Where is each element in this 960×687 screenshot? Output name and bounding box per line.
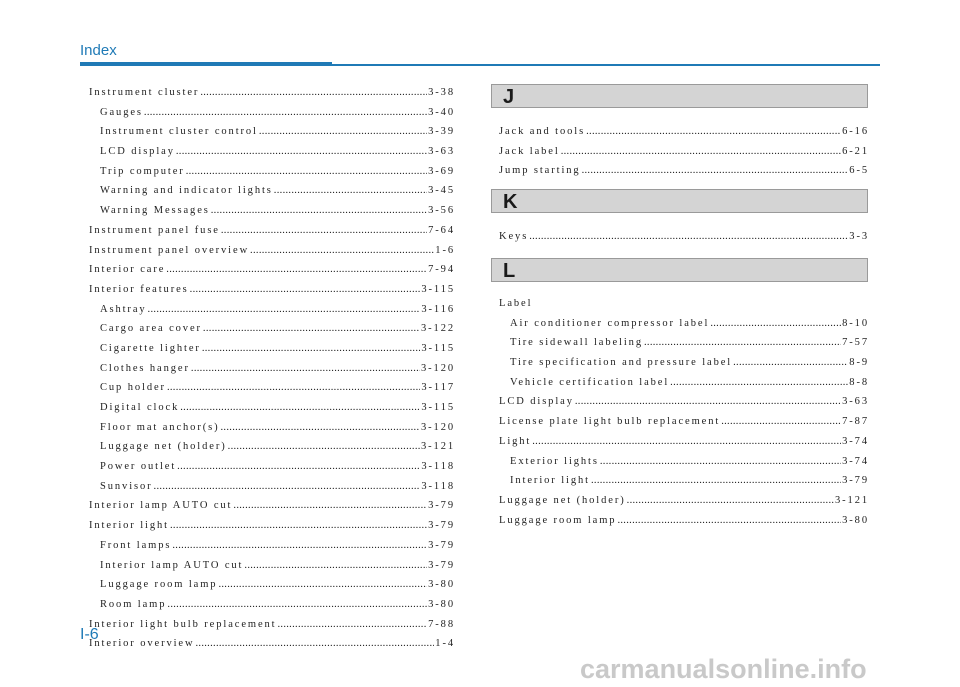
index-entry bbox=[499, 161, 869, 181]
entry-label: Clothes hanger bbox=[100, 362, 190, 374]
entry-page-ref: 3-116 bbox=[421, 303, 455, 315]
index-entry bbox=[89, 634, 455, 654]
index-subentry bbox=[89, 575, 455, 595]
dot-leader bbox=[202, 339, 421, 359]
dot-leader bbox=[176, 142, 427, 162]
entry-page-ref: 3-79 bbox=[428, 539, 455, 551]
entry-page-ref: 1-6 bbox=[435, 244, 455, 256]
entry-label: Vehicle certification label bbox=[510, 376, 670, 388]
index-entry bbox=[89, 241, 455, 261]
entry-label: Interior lamp AUTO cut bbox=[100, 559, 244, 571]
index-entry bbox=[499, 294, 869, 314]
index-column-left bbox=[89, 83, 455, 654]
entry-label: Label bbox=[499, 298, 533, 309]
section-entry-list bbox=[499, 294, 869, 530]
dot-leader bbox=[172, 536, 427, 556]
dot-leader bbox=[190, 280, 421, 300]
entry-page-ref: 3-69 bbox=[428, 165, 455, 177]
entry-label: Luggage room lamp bbox=[100, 579, 218, 591]
dot-leader bbox=[644, 333, 841, 353]
index-subentry bbox=[89, 595, 455, 615]
entry-page-ref: 3-56 bbox=[428, 205, 455, 217]
entry-label: Trip computer bbox=[100, 165, 185, 177]
entry-page-ref: 8-9 bbox=[849, 357, 869, 369]
entry-page-ref: 3-79 bbox=[428, 520, 455, 532]
index-entry bbox=[499, 142, 869, 162]
entry-page-ref: 7-64 bbox=[428, 224, 455, 236]
dot-leader bbox=[191, 359, 420, 379]
dot-leader bbox=[195, 634, 434, 654]
dot-leader bbox=[259, 122, 427, 142]
index-subentry bbox=[89, 536, 455, 556]
index-subentry bbox=[89, 122, 455, 142]
entry-label: Interior features bbox=[89, 283, 189, 295]
entry-page-ref: 3-38 bbox=[428, 87, 455, 98]
dot-leader bbox=[200, 83, 427, 103]
entry-page-ref: 3-120 bbox=[421, 362, 455, 374]
entry-label: Power outlet bbox=[100, 461, 177, 473]
index-title: Index bbox=[80, 42, 117, 59]
entry-label: Cup holder bbox=[100, 382, 166, 394]
dot-leader bbox=[670, 373, 848, 393]
index-subentry bbox=[89, 300, 455, 320]
entry-label: Interior light bbox=[510, 475, 590, 487]
entry-label: Floor mat anchor(s) bbox=[100, 421, 220, 433]
dot-leader bbox=[591, 471, 841, 491]
entry-page-ref: 3-115 bbox=[421, 283, 455, 295]
dot-leader bbox=[154, 477, 421, 497]
entry-label: Exterior lights bbox=[510, 455, 599, 467]
entry-label: Front lamps bbox=[100, 539, 172, 551]
index-entry bbox=[499, 412, 869, 432]
entry-label: Warning and indicator lights bbox=[100, 185, 273, 197]
entry-label: Instrument cluster bbox=[89, 87, 200, 98]
entry-page-ref: 6-16 bbox=[842, 126, 869, 137]
entry-label: Ashtray bbox=[100, 303, 147, 315]
entry-label: Instrument cluster control bbox=[100, 126, 258, 138]
entry-label: Interior light bbox=[89, 520, 169, 532]
entry-label: Cigarette lighter bbox=[100, 342, 201, 354]
index-subentry bbox=[499, 471, 869, 491]
entry-label: Interior care bbox=[89, 264, 166, 276]
dot-leader bbox=[274, 181, 427, 201]
index-entry bbox=[89, 260, 455, 280]
dot-leader bbox=[586, 122, 841, 142]
section-entry-list bbox=[499, 122, 869, 181]
entry-page-ref: 3-122 bbox=[421, 323, 455, 335]
page-number: I-6 bbox=[80, 626, 99, 643]
entry-label: Instrument panel fuse bbox=[89, 224, 220, 236]
entry-page-ref: 7-94 bbox=[428, 264, 455, 276]
section-letter-header: J bbox=[491, 84, 868, 108]
entry-label: License plate light bulb replacement bbox=[499, 416, 721, 428]
entry-page-ref: 7-88 bbox=[428, 618, 455, 630]
dot-leader bbox=[561, 142, 841, 162]
index-subentry bbox=[499, 452, 869, 472]
index-entry bbox=[89, 615, 455, 635]
dot-leader bbox=[221, 221, 427, 241]
entry-label: Instrument panel overview bbox=[89, 244, 250, 256]
dot-leader bbox=[186, 162, 427, 182]
entry-page-ref: 6-21 bbox=[842, 145, 869, 157]
entry-label: Jack and tools bbox=[499, 126, 586, 137]
entry-page-ref: 3-121 bbox=[421, 441, 455, 453]
entry-label: Air conditioner compressor label bbox=[510, 317, 710, 329]
index-subentry bbox=[499, 373, 869, 393]
index-entry bbox=[89, 221, 455, 241]
entry-label: Interior lamp AUTO cut bbox=[89, 500, 233, 512]
dot-leader bbox=[721, 412, 841, 432]
dot-leader bbox=[733, 353, 848, 373]
index-subentry bbox=[89, 162, 455, 182]
dot-leader bbox=[617, 511, 841, 531]
dot-leader bbox=[211, 201, 427, 221]
section-letter-header: K bbox=[491, 189, 868, 213]
section-letter-header: L bbox=[491, 258, 868, 282]
dot-leader bbox=[233, 496, 427, 516]
entry-page-ref: 3-121 bbox=[835, 494, 869, 506]
header-rule-thin bbox=[332, 64, 880, 66]
index-entry bbox=[89, 516, 455, 536]
entry-page-ref: 3-115 bbox=[421, 402, 455, 413]
index-subentry bbox=[499, 333, 869, 353]
entry-label: Jack label bbox=[499, 145, 560, 157]
entry-page-ref: 3-3 bbox=[849, 231, 869, 242]
entry-label: Sunvisor bbox=[100, 480, 153, 492]
entry-label: Light bbox=[499, 435, 532, 447]
index-subentry bbox=[89, 457, 455, 477]
index-entry bbox=[499, 491, 869, 511]
entry-label: Luggage net (holder) bbox=[499, 494, 626, 506]
index-subentry bbox=[89, 339, 455, 359]
entry-page-ref: 7-87 bbox=[842, 416, 869, 428]
entry-page-ref: 1-4 bbox=[435, 638, 455, 650]
index-subentry bbox=[499, 353, 869, 373]
dot-leader bbox=[167, 378, 420, 398]
index-subentry bbox=[89, 556, 455, 576]
entry-page-ref: 3-117 bbox=[421, 382, 455, 394]
entry-label: Tire specification and pressure label bbox=[510, 357, 733, 369]
index-subentry bbox=[89, 378, 455, 398]
entry-page-ref: 3-115 bbox=[421, 342, 455, 354]
entry-page-ref: 3-39 bbox=[428, 126, 455, 138]
index-entry bbox=[89, 496, 455, 516]
index-entry bbox=[499, 392, 869, 412]
entry-label: Luggage net (holder) bbox=[100, 441, 227, 453]
dot-leader bbox=[177, 457, 420, 477]
index-entry bbox=[499, 432, 869, 452]
entry-page-ref: 3-80 bbox=[842, 514, 869, 526]
entry-page-ref: 3-118 bbox=[421, 461, 455, 473]
dot-leader bbox=[244, 556, 427, 576]
watermark: carmanualsonline.info bbox=[580, 654, 867, 684]
index-subentry bbox=[89, 201, 455, 221]
index-entry bbox=[89, 280, 455, 300]
dot-leader bbox=[600, 452, 841, 472]
entry-label: Luggage room lamp bbox=[499, 514, 617, 526]
entry-label: Gauges bbox=[100, 106, 143, 118]
index-subentry bbox=[89, 319, 455, 339]
dot-leader bbox=[167, 595, 427, 615]
entry-label: LCD display bbox=[499, 396, 574, 408]
dot-leader bbox=[170, 516, 427, 536]
entry-label: Cargo area cover bbox=[100, 323, 202, 335]
entry-label: Warning Messages bbox=[100, 205, 210, 217]
entry-label: Digital clock bbox=[100, 402, 180, 413]
entry-page-ref: 3-63 bbox=[428, 146, 455, 158]
index-subentry bbox=[89, 103, 455, 123]
entry-page-ref: 7-57 bbox=[842, 337, 869, 349]
entry-label: Tire sidewall labeling bbox=[510, 337, 643, 349]
entry-page-ref: 6-5 bbox=[849, 165, 869, 177]
dot-leader bbox=[532, 432, 841, 452]
entry-page-ref: 3-120 bbox=[421, 421, 455, 433]
dot-leader bbox=[529, 227, 848, 247]
dot-leader bbox=[166, 260, 427, 280]
dot-leader bbox=[144, 103, 427, 123]
index-entry bbox=[499, 227, 869, 247]
entry-label: Room lamp bbox=[100, 598, 167, 610]
dot-leader bbox=[277, 615, 427, 635]
index-subentry bbox=[89, 437, 455, 457]
header-rule-thick bbox=[80, 62, 332, 66]
entry-page-ref: 3-40 bbox=[428, 106, 455, 118]
entry-page-ref: 3-63 bbox=[842, 396, 869, 408]
index-entry bbox=[499, 122, 869, 142]
entry-page-ref: 3-80 bbox=[428, 579, 455, 591]
index-entry bbox=[499, 511, 869, 531]
entry-label: Keys bbox=[499, 231, 529, 242]
dot-leader bbox=[203, 319, 420, 339]
entry-page-ref: 3-80 bbox=[428, 598, 455, 610]
entry-label: Interior overview bbox=[89, 638, 195, 650]
entry-page-ref: 3-79 bbox=[842, 475, 869, 487]
dot-leader bbox=[582, 161, 849, 181]
dot-leader bbox=[710, 314, 841, 334]
entry-label: LCD display bbox=[100, 146, 175, 158]
dot-leader bbox=[221, 418, 421, 438]
dot-leader bbox=[180, 398, 420, 418]
index-subentry bbox=[89, 359, 455, 379]
entry-page-ref: 3-74 bbox=[842, 435, 869, 447]
index-subentry bbox=[89, 418, 455, 438]
index-subentry bbox=[89, 398, 455, 418]
section-entry-list bbox=[499, 227, 869, 247]
dot-leader bbox=[148, 300, 421, 320]
index-entry bbox=[89, 83, 455, 103]
index-subentry bbox=[89, 477, 455, 497]
entry-page-ref: 8-8 bbox=[849, 376, 869, 388]
entry-page-ref: 3-45 bbox=[428, 185, 455, 197]
dot-leader bbox=[575, 392, 841, 412]
entry-page-ref: 3-79 bbox=[428, 559, 455, 571]
entry-label: Interior light bulb replacement bbox=[89, 618, 277, 630]
entry-page-ref: 3-118 bbox=[421, 480, 455, 492]
entry-page-ref: 8-10 bbox=[842, 317, 869, 329]
dot-leader bbox=[250, 241, 434, 261]
dot-leader bbox=[218, 575, 427, 595]
index-subentry bbox=[89, 181, 455, 201]
entry-page-ref: 3-74 bbox=[842, 455, 869, 467]
entry-page-ref: 3-79 bbox=[428, 500, 455, 512]
index-subentry bbox=[89, 142, 455, 162]
dot-leader bbox=[627, 491, 834, 511]
entry-label: Jump starting bbox=[499, 165, 581, 177]
index-subentry bbox=[499, 314, 869, 334]
dot-leader bbox=[228, 437, 420, 457]
